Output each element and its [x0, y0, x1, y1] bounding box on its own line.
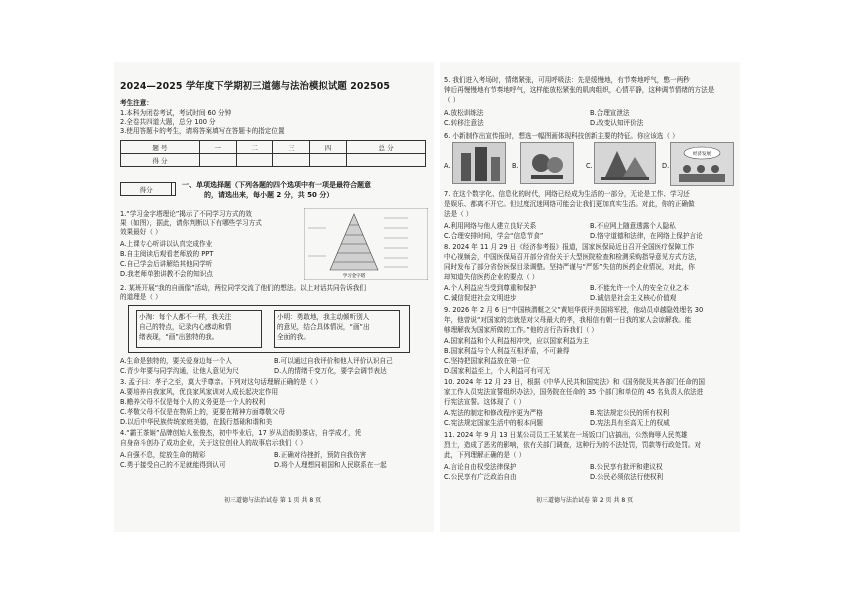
q8-option: B.不能允许一个人的安全立业之本 [590, 284, 689, 292]
question-5: 5. 我们进入考场时，情绪紧张，可用呼吸法：先是缓慢地，有节奏地呼气，憋一两秒 [444, 76, 690, 84]
score-cell[interactable] [310, 154, 347, 167]
question-9: 9. 2026 年 2 月 6 日“中国核潜艇之父”黄旭华获评美国将军授，他动员卓越隐姓埋名 30 [444, 306, 704, 314]
score-row-label: 得 分 [121, 154, 200, 167]
score-cell[interactable] [236, 154, 273, 167]
score-header-cell: 四 [310, 141, 347, 154]
question-8: 却知道失信医药企业的要点（ ） [444, 273, 539, 281]
q4-option: D.将个人理想同祖国和人民联系在一起 [274, 461, 387, 469]
q3-option: C.孝敬父母不仅是在物质上的，更要在精神方面尊敬父母 [120, 408, 285, 416]
q3-option: A.要培养自我家风，优良家风家训对人成长起决定作用 [120, 388, 279, 396]
q6-image-b [520, 142, 574, 184]
question-11: 烈士，造成了恶劣的影响，依有关部门调查，这种行为的不法处罚，罚款等行政处罚。对 [444, 441, 702, 449]
question-5: （ ） [444, 96, 460, 104]
question-10: 10. 2024 年 12 月 23 日，根据《中华人民共和国宪法》和《国务院及其各部门任命的国 [444, 378, 706, 386]
q6-d-caption: 经济发展 [693, 152, 711, 157]
q2-option: C.青少年要与同学沟通，让他人意见为尺 [120, 367, 239, 375]
q5-option: A.放松训练法 [444, 109, 484, 117]
q10-option: D.宪法具有至高无上的权威 [590, 419, 670, 427]
q2-left-text: 自己的特点，记录内心感动和情 [139, 323, 232, 331]
q9-option: B.国家利益与个人利益互相矛盾，不可兼得 [444, 347, 570, 355]
q2-option: B.可以通过自我评价和他人评价认识自己 [274, 357, 393, 365]
q2-left-text: 绪表现，“画”出独特的我。 [139, 333, 219, 341]
score-cell[interactable] [199, 154, 236, 167]
q8-option: A.个人利益应当受到尊重和保护 [444, 284, 537, 292]
question-1: 果（如图），据此，请你判断以下有哪些学习方式 [120, 219, 262, 227]
q9-option: C.坚持把国家利益放在第一位 [444, 357, 530, 365]
q5-option: D.改变认知评价法 [590, 119, 644, 127]
q5-option: C.转移注意法 [444, 119, 484, 127]
question-7: 7. 在这个数字化、信息化的时代，网络已经成为生活的一部分，无论是工作、学习还 [444, 190, 690, 198]
q10-option: C.宪法规定国家生活中的根本问题 [444, 419, 544, 427]
q8-option: C.诚信促进社会文明进步 [444, 294, 517, 302]
q7-option: A.利用网络与他人建立良好关系 [444, 222, 537, 230]
exam-page-2 [440, 62, 740, 532]
question-8: 同时发布了部分省份医保目录调整。坚持严谨与“严惩”失信的医药企业情况，对此，你 [444, 263, 695, 271]
score-header-cell: 题 号 [121, 141, 200, 154]
q1-option: B.自主阅读后观看老师放的 PPT [120, 250, 214, 258]
q1-option: D.我老师单独讲教不会的知识点 [120, 270, 213, 278]
notice-line: 2.全卷共四道大题，总分 100 分 [120, 118, 216, 126]
section-1-heading: 一、单项选择题（下列各题的四个选项中有一项是最符合题意 [182, 181, 371, 189]
score-cell[interactable] [273, 154, 310, 167]
question-10: 行宪法宣誓。这体现了（ ） [444, 398, 526, 406]
q2-right-text: 小明：勇敢地，我主动倾听别人 [277, 313, 370, 321]
question-1: 1.“学习金字塔理论”揭示了不同学习方式的效 [120, 210, 252, 218]
question-10: 家工作人员宪法宣誓组织办法》，国务院在任命的 35 个部门和单位的 45 名负责人依法进 [444, 388, 704, 396]
section-score-box [120, 182, 176, 196]
q3-option: D.以后中华民族传统家庭美德，在践行基础和谐和美 [120, 418, 273, 426]
question-1: 效果最好（ ） [120, 228, 162, 236]
q2-option: D.人的情绪千变万化，要学会调节表达 [274, 367, 387, 375]
learning-pyramid-figure [304, 208, 428, 280]
score-header-cell: 总 分 [347, 141, 426, 154]
exam-page-1 [114, 62, 434, 532]
score-cell[interactable] [347, 154, 426, 167]
page-footer: 初三道德与法治试卷 第 1 页 共 8 页 [224, 497, 322, 504]
question-6: 6. 小新制作出宣传报时，想选一幅图画体现科技创新主要的特征。你应该选（ ） [444, 132, 679, 140]
q1-option: A.上课专心听讲以认真完成作业 [120, 240, 213, 248]
q2-right-text: 全面的我。 [277, 333, 310, 341]
score-header-cell: 二 [236, 141, 273, 154]
q4-option: A.自强不息，绽放生命的精彩 [120, 451, 206, 459]
q2-option: A.生命是独特的，要关爱身边每一个人 [120, 357, 232, 365]
notice-line: 1.本科为闭卷考试，考试时间 60 分钟 [120, 109, 232, 117]
section-1-heading: 的，请选出来，每小题 2 分，共 50 分） [204, 191, 334, 199]
question-11: 此，下列理解正确的是（ ） [444, 451, 526, 459]
q1-option: C.自己学会后讲解给其他同学听 [120, 260, 213, 268]
question-5: 钟后再慢慢地有节奏地呼气，这样能放松紧张的肌肉组织，心情平静，这种调节情绪的方法是 [444, 86, 715, 94]
pyramid-caption: 学习金字塔 [342, 274, 366, 279]
question-4: 4.“霸王茶姬”品牌创始人张俊杰，初中毕业后，17 岁从沿街奶茶店，自学成才，凭 [120, 429, 362, 437]
question-8: 中心视频会，中国医保局召开部分省份关于大型医院检查和检测采购指导意见方式方法， [444, 253, 702, 261]
question-3: 3. 孟子曰：孝子之至，莫大乎尊亲。下列对这句话理解正确的是（ ） [120, 378, 322, 386]
page-footer: 初三道德与法治试卷 第 2 页 共 8 页 [536, 497, 634, 504]
notice-heading: 考生注意： [120, 99, 153, 107]
q11-option: C.公民享有广泛政治自由 [444, 473, 517, 481]
question-2: 2. 某班开展“我的自画像”活动，两位同学交流了他们的想法。以上对话共同告诉我们 [120, 284, 366, 292]
q6-option-label: D. [662, 162, 670, 170]
q6-image-c [594, 142, 656, 184]
question-8: 8. 2024 年 11 月 29 日《经济参考报》报道，国家医保局近日召开全国医疗保障工作 [444, 243, 695, 251]
q10-option: A.宪法的制定和修改程序更为严格 [444, 409, 543, 417]
question-7: 法是（ ） [444, 210, 473, 218]
q5-option: B.合理宣泄法 [590, 109, 630, 117]
score-header-cell: 三 [273, 141, 310, 154]
question-9: 够理解我为国家所做的工作。”他的言行告诉我们（ ） [444, 326, 598, 334]
q11-option: D.公民必须依法行使权利 [590, 473, 664, 481]
q4-option: C.勇于接受自己的不足就能得到认可 [120, 461, 226, 469]
q11-option: A.言论自由权受法律保护 [444, 463, 517, 471]
question-9: 年，他曾说“对国家的忠就是对父母最大的孝，我相信有朝一日我的家人会谅解我。能 [444, 316, 692, 324]
section-score-cell[interactable] [172, 183, 176, 196]
score-table [120, 140, 426, 167]
q2-left-text: 小淘：每个人都不一样，我关注 [139, 313, 232, 321]
q6-option-label: B. [512, 162, 519, 170]
question-7: 是娱乐、都离不开它。但过度沉迷网络可能会让我们更加真实生活。对此，你的正确做 [444, 200, 695, 208]
q2-right-text: 的意见，结合具体情况，“画”出 [277, 323, 370, 331]
q7-option: D.恪守道德和法律，在网络上保护言论 [590, 232, 703, 240]
exam-title: 2024—2025 学年度下学期初三道德与法治模拟试题 202505 [120, 81, 391, 92]
question-2: 的道理是（ ） [120, 293, 162, 301]
q6-image-d [670, 142, 734, 186]
question-4: 自身奋斗创办了成功企业，关于这位创业人的故事启示我们（ ） [120, 439, 307, 447]
q6-option-label: C. [586, 162, 593, 170]
q9-option: D.国家利益至上，个人利益可有可无 [444, 367, 551, 375]
q3-option: B.赡养父母不仅是每个人的义务更是一个人的权利 [120, 398, 266, 406]
q6-option-label: A. [444, 162, 451, 170]
score-header-cell: 一 [199, 141, 236, 154]
q6-image-a [452, 142, 506, 184]
section-score-label: 得分 [121, 183, 172, 196]
q10-option: B.宪法规定公民的所有权利 [590, 409, 670, 417]
notice-line: 3.使用答题卡的考生，请将答案填写在答题卡的指定位置 [120, 127, 285, 135]
q8-option: D.诚信是社会主义核心价值观 [590, 294, 677, 302]
q7-option: B.不应网上随意透露个人隐私 [590, 222, 676, 230]
q4-option: B.正确对待挫折，预防自我伤害 [274, 451, 367, 459]
q11-option: B.公民享有批评和建议权 [590, 463, 663, 471]
q7-option: C.合理安排时间，学会“信息节食” [444, 232, 544, 240]
q9-option: A.国家利益和个人利益相冲突，应以国家利益为主 [444, 337, 589, 345]
question-11: 11. 2024 年 9 月 13 日某公司员工王某某在一场饭口门店搞出，公然侮辱人民英雄 [444, 431, 688, 439]
